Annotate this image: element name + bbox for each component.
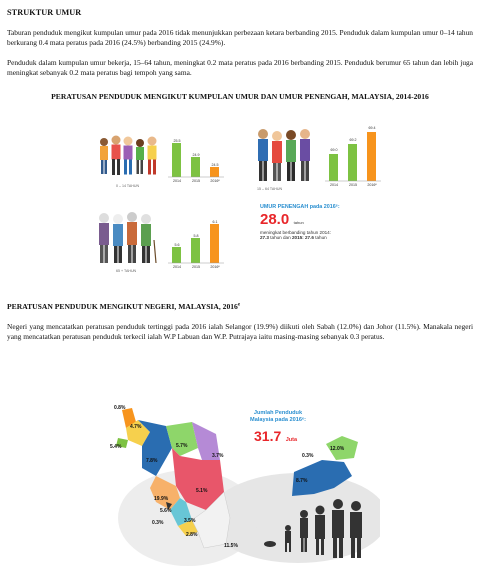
- map-label: 3.5%: [184, 518, 196, 524]
- median-compare-line1: meningkat berbanding tahun 2014:: [260, 230, 332, 235]
- year-label: 2015: [192, 265, 200, 269]
- median-title: UMUR PENENGAH pada 2016ᵉ:: [260, 204, 340, 210]
- map-label: 5.6%: [160, 508, 172, 514]
- median-2015: 2015: 27.6: [291, 235, 314, 240]
- map-label: 4.7%: [130, 424, 142, 430]
- value-label: 69.2: [349, 138, 357, 142]
- value-label: 5.6: [174, 243, 180, 247]
- paragraph-1: Taburan penduduk mengikut kumpulan umur pada 2016 tidak menunjukkan perbezaan ketara berbanding 2015. Penduduk dalam kumpulan umur 0–14 tahun berkurang 0.4 mata peratus pada 2016 (24.5%) berbanding 2015 (24.9%).: [7, 28, 473, 48]
- year-label: 2016ᵉ: [210, 179, 220, 183]
- map-label: 5.7%: [176, 443, 188, 449]
- age-infographic: [92, 112, 392, 284]
- adults-icon: [258, 129, 310, 181]
- panel-label: 65 + TAHUN: [116, 269, 137, 273]
- median-compare-line2: [260, 235, 386, 240]
- figure-1-title: PERATUSAN PENDUDUK MENGIKUT KUMPULAN UMUR DAN UMUR PENENGAH, MALAYSIA, 2014-2016: [51, 92, 429, 101]
- section-2-title: [7, 302, 240, 311]
- year-label: 2016ᵉ: [367, 183, 377, 187]
- map-label: 3.7%: [212, 453, 224, 459]
- median-age-box: [260, 204, 386, 240]
- map-info: [232, 410, 324, 424]
- map-info-line2: Malaysia pada 2016ᵉ:: [250, 417, 306, 423]
- median-text: tahun dan: [270, 235, 291, 240]
- children-panel: [92, 122, 242, 202]
- map-label: 0.3%: [302, 453, 314, 459]
- map-info-line1: Jumlah Penduduk: [253, 410, 303, 416]
- value-label: 24.9: [192, 153, 200, 157]
- year-label: 2014: [173, 179, 181, 183]
- year-label: 2015: [349, 183, 357, 187]
- paragraph-2: Penduduk dalam kumpulan umur bekerja, 15–64 tahun, meningkat 0.2 mata peratus pada 2016 berbanding 2015. Penduduk berumur 65 tahun dan lebih juga meningkat sebanyak 0.2 mata peratus bagi tempoh yang sama.: [7, 58, 473, 78]
- map-label: 19.9%: [154, 496, 169, 502]
- map-label: 7.8%: [146, 458, 158, 464]
- section-2-title-text: PERATUSAN PENDUDUK MENGIKUT NEGERI, MALAYSIA, 2016: [7, 302, 238, 311]
- median-text: tahun: [315, 235, 327, 240]
- map-label: 2.8%: [186, 532, 198, 538]
- median-unit: tahun: [293, 220, 304, 225]
- panel-label: 15 – 64 TAHUN: [257, 187, 283, 191]
- paragraph-3: Negeri yang mencatatkan peratusan penduduk tertinggi pada 2016 ialah Selangor (19.9%) diikuti oleh Sabah (12.0%) dan Johor (11.5%). Manakala negeri yang mencatatkan peratusan penduduk terkecil ialah W.P Labuan dan W.P. Putrajaya iaitu masing-masing sebanyak 0.3 peratus.: [7, 322, 473, 342]
- section-heading: STRUKTUR UMUR: [7, 8, 82, 17]
- children-bars: [168, 143, 224, 177]
- map-label: 0.8%: [114, 405, 126, 411]
- map-label: 5.4%: [110, 444, 122, 450]
- map-label: 8.7%: [296, 478, 308, 484]
- map-label: 11.5%: [224, 543, 238, 549]
- map-label: 0.3%: [152, 520, 164, 526]
- map-label: 5.1%: [196, 488, 208, 494]
- section-2-superscript: e: [237, 302, 241, 308]
- map-total-unit: Juta: [285, 437, 298, 443]
- map-label: 12.0%: [330, 446, 345, 452]
- year-label: 2015: [192, 179, 200, 183]
- year-label: 2014: [173, 265, 181, 269]
- value-label: 25.5: [173, 139, 181, 143]
- map-total: [254, 428, 297, 446]
- value-label: 6.1: [212, 220, 218, 224]
- year-label: 2014: [330, 183, 338, 187]
- bar-2014: [172, 143, 181, 177]
- value-label: 5.8: [193, 234, 199, 238]
- value-label: 69.4: [368, 126, 376, 130]
- elderly-panel: [92, 200, 242, 284]
- map-total-value: 31.7: [254, 428, 282, 444]
- median-2014: 27.3: [260, 235, 269, 240]
- elderly-icon: [99, 212, 156, 263]
- value-label: 69.0: [330, 148, 338, 152]
- children-icon: [100, 136, 157, 176]
- year-label: 2016ᵉ: [210, 265, 220, 269]
- bar-2016: [210, 167, 219, 177]
- median-value: 28.0: [260, 211, 290, 228]
- value-label: 24.5: [211, 163, 219, 167]
- bar-2015: [191, 157, 200, 177]
- panel-label: 0 – 14 TAHUN: [116, 184, 140, 188]
